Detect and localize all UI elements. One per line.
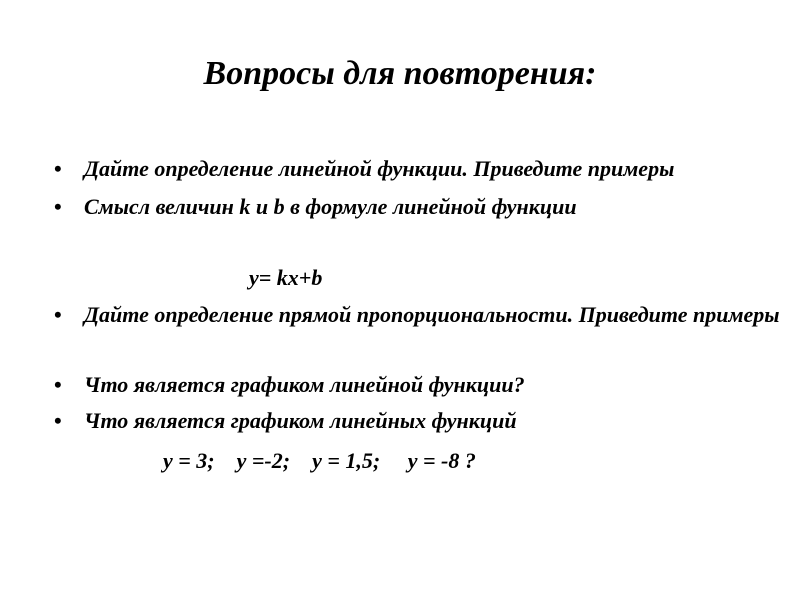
question-list-continued xyxy=(50,406,784,435)
question-list-continued xyxy=(50,300,784,329)
list-item xyxy=(50,192,750,221)
question-text: Что является графиком линейной функции? xyxy=(84,372,525,397)
slide-title: Вопросы для повторения: xyxy=(203,55,597,92)
examples-text: y = 3; y =-2; y = 1,5; y = -8 ? xyxy=(163,448,476,473)
question-list xyxy=(50,150,750,221)
bullet-icon: • xyxy=(54,194,62,219)
bullet-icon: • xyxy=(54,302,62,327)
list-item xyxy=(50,154,750,183)
question-text: Дайте определение прямой пропорциональности. Приведите примеры xyxy=(84,302,780,327)
bullet-icon: • xyxy=(54,156,62,181)
bullet-icon: • xyxy=(54,408,62,433)
question-text: Смысл величин k и b в формуле линейной функции xyxy=(84,194,577,219)
formula-text: y= kx+b xyxy=(249,265,323,290)
list-item xyxy=(54,300,784,329)
list-item xyxy=(54,370,784,399)
bullet-icon: • xyxy=(54,372,62,397)
question-text: Что является графиком линейных функций xyxy=(84,408,517,433)
list-item xyxy=(54,406,784,435)
question-list-continued xyxy=(50,370,784,399)
question-text: Дайте определение линейной функции. Приведите примеры xyxy=(84,156,675,181)
